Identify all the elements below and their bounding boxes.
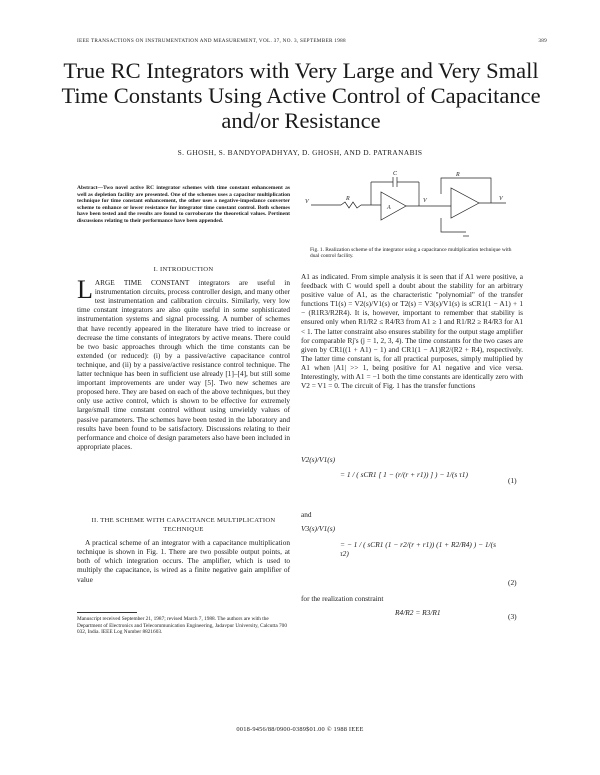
- figure-1-circuit: [301, 170, 523, 245]
- equation-1-number: (1): [508, 476, 517, 485]
- label-r3: R: [456, 172, 460, 178]
- equation-2-number: (2): [508, 578, 517, 587]
- scheme-paragraph: A practical scheme of an integrator with a capacitance multiplication technique is shown in Fig. 1. There are two possible output points, at both of which integration occurs. The amplifier, which is used to multiply the capacitance, is wired as a finite negative gain amplifier of value: [77, 538, 290, 584]
- equation-1-lhs: V2(s)/V1(s): [301, 455, 336, 464]
- equation-1-rhs: = 1 / ( sCR1 [ 1 − (r/(r + r1)) ] ) − 1/(s τ1): [340, 470, 468, 479]
- intro-paragraph: [77, 275, 290, 451]
- author-list: S. GHOSH, S. BANDYOPADHYAY, D. GHOSH, AND D. PATRANABIS: [177, 148, 423, 157]
- drop-cap: L: [77, 275, 93, 305]
- and-text: and: [301, 510, 312, 519]
- introduction-section: [77, 265, 290, 451]
- footnote-text: Manuscript received September 21, 1987; revised March 7, 1988. The authors are with the Department of Electronics and Telecommunication Engineering, Jadavpur University, Calcutta 700 032, India. IEEE Log Number 8821603.: [77, 616, 287, 636]
- copyright-footer: 0018-9456/88/0900-0389$01.00 © 1988 IEEE: [236, 726, 364, 733]
- intro-text: ARGE TIME CONSTANT integrators are useful in instrumentation circuits, process controller design, and many other test instrumentation and calibration circuits. Similarly, very low time constant integrators are also quite useful in some sophisticated instrumentation systems and signal processing. A number of schemes that have recently appeared in the literature have tried to increase or decrease the time constants of integrators by active means. There could be two basic approaches through which the time constants can be extended (or reduced): (i) by a passive/active capacitance control technique, and (ii) by a passive/active resistance control technique. The latter technique has been in sufficient use already [1]–[4], but still some important improvements are under way [5]. Two new schemes are proposed here. They are based on each of the above techniques, but they only use active control, which is shown to be effective for extremely large/small time constant control without using unwieldy values of passive parameters. The schemes have been tested in the laboratory and results have been found to be satisfactory. Discussions relating to their performance and choice of design parameters also have been included in appropriate places.: [77, 278, 290, 451]
- running-header: [77, 38, 547, 44]
- figure-caption: Fig. 1. Realization scheme of the integrator using a capacitance multiplication technique with dual control facility.: [310, 247, 512, 260]
- label-a1: A: [387, 205, 391, 211]
- footnote: [77, 612, 290, 636]
- label-v1: V: [305, 199, 309, 205]
- label-v2: V: [423, 198, 427, 204]
- footnote-rule: [77, 612, 137, 613]
- right-paragraph: A1 as indicated. From simple analysis it is seen that if A1 were positive, a feedback with C would spell a doubt about the stability for an arbitrary positive value of A1, as the characteristic "polynomial" of the transfer functions T1(s) = V2(s)/V1(s) or T2(s) = V3(s)/V1(s) is sCR1(1 − A1) + 1 − (R1R3/R2R4). It is, however, important to remember that stability is ensured only when R1/R2 ≤ R4/R3 from A1 ≥ 1 and R1/R2 ≥ R4/R3 for A1 < 1. The latter constraint also ensures stability for the output stage amplifier for comparable Rj's (j = 1, 2, 3, 4). The time constants for the two cases are given by CR1((1 + A1) − 1) and CR1(1 − A1)R2/(R2 + R4), respectively. The latter time constant is, for all practical purposes, simply multiplied by A1 when |A1| >> 1, being positive for A1 negative and vice versa. Interestingly, with A1 = −1 both the time constants are identically zero with V2 = V1 = 0. The circuit of Fig. 1 has the transfer functions: [301, 272, 523, 391]
- right-column-text: [301, 272, 523, 390]
- abstract: Abstract—Two novel active RC integrator schemes with time constant enhancement as well as depletion facility are presented. One of the schemes uses a capacitor multiplication technique for time constant enhancement, the other uses a negative-impedance converter scheme to enhance or lower resistance for integrator time constant control. Both schemes have been tested and the results are found to corroborate the theoretical values. Pertinent discussions relating to their performance have been appended.: [77, 185, 290, 224]
- paper-title: True RC Integrators with Very Large and Very Small Time Constants Using Active Control of Capacitance and/or Resistance: [61, 58, 541, 133]
- equation-3-number: (3): [508, 612, 517, 621]
- label-r1: R: [346, 196, 350, 202]
- realization-text: for the realization constraint: [301, 594, 384, 603]
- section-heading-introduction: I. INTRODUCTION: [153, 266, 214, 273]
- label-v3: V: [499, 196, 503, 202]
- scheme-section: [77, 516, 290, 584]
- equation-2-lhs: V3(s)/V1(s): [301, 524, 336, 533]
- page-number: 389: [538, 38, 547, 44]
- section-heading-scheme: II. THE SCHEME WITH CAPACITANCE MULTIPLICATION TECHNIQUE: [91, 517, 276, 534]
- equation-3: R4/R2 = R3/R1: [395, 608, 441, 617]
- label-c: C: [393, 171, 398, 177]
- journal-name: IEEE TRANSACTIONS ON INSTRUMENTATION AND MEASUREMENT, VOL. 37, NO. 3, SEPTEMBER 1988: [77, 38, 346, 44]
- equation-2-rhs: = − 1 / ( sCR1 (1 − r2/(r + r1)) (1 + R2/R4) ) − 1/(s τ2): [340, 540, 496, 558]
